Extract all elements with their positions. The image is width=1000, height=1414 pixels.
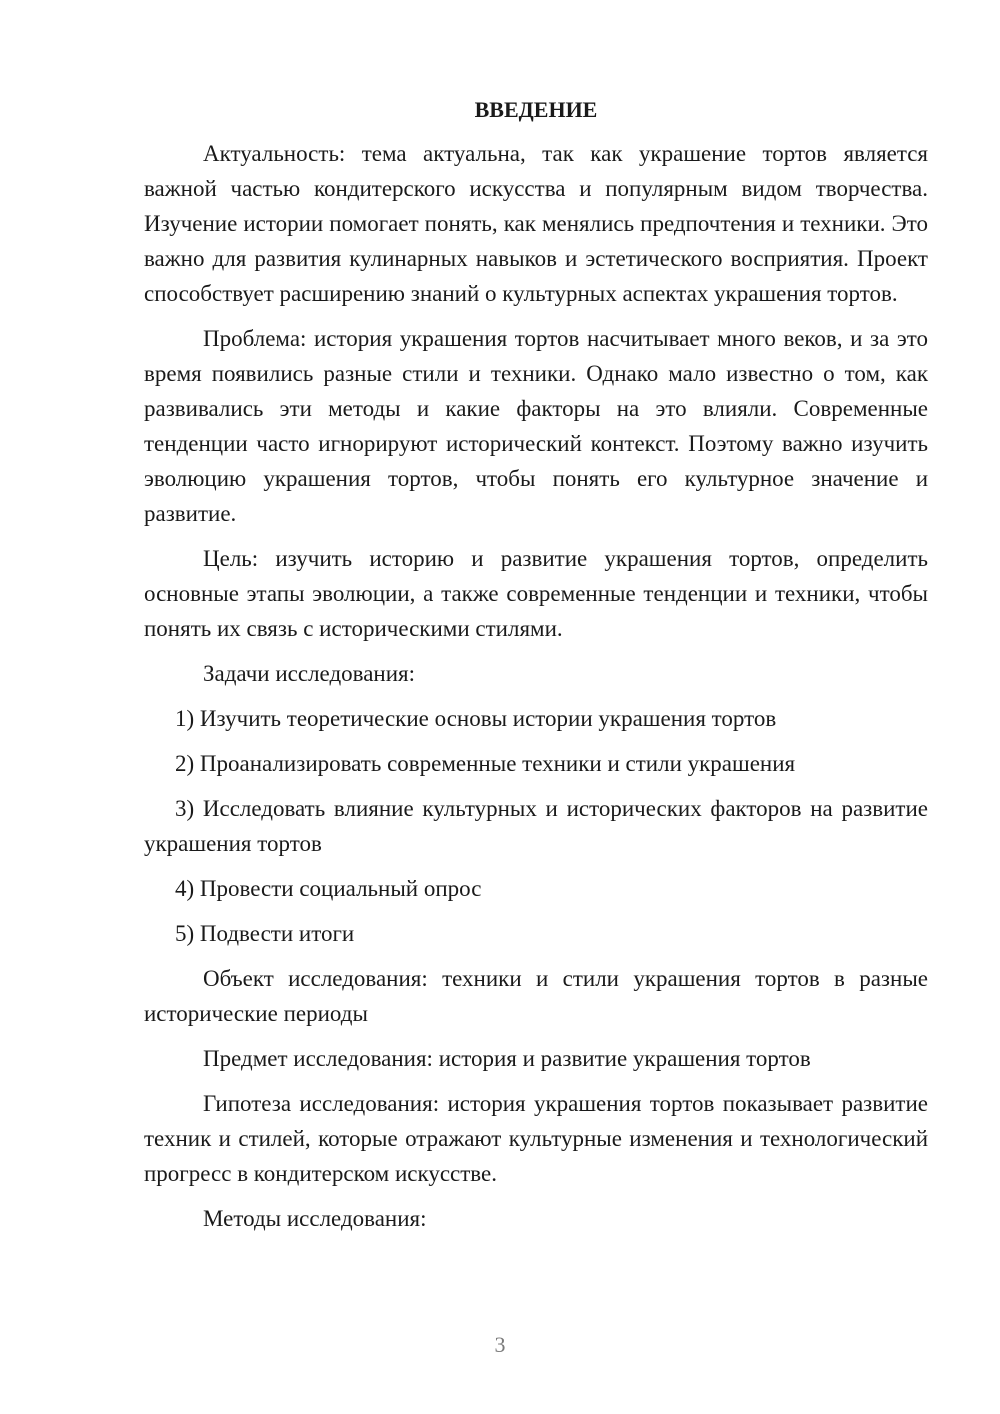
paragraph-hypothesis: Гипотеза исследования: история украшения тортов показывает развитие техник и стилей, которые отражают культурные изменения и технологический прогресс в кондитерском искусстве. (144, 1091, 928, 1186)
paragraph-goal: Цель: изучить историю и развитие украшения тортов, определить основные этапы эволюции, а также современные тенденции и техники, чтобы понять их связь с историческими стилями. (144, 546, 928, 641)
paragraph-object: Объект исследования: техники и стили украшения тортов в разные исторические периоды (144, 966, 928, 1026)
task-item-3: 3) Исследовать влияние культурных и исторических факторов на развитие украшения тортов (144, 796, 928, 856)
page-number: 3 (494, 1332, 506, 1357)
task-item-4: 4) Провести социальный опрос (175, 876, 482, 901)
document-page (144, 92, 928, 1246)
task-item-1: 1) Изучить теоретические основы истории украшения тортов (175, 706, 777, 731)
task-item-5: 5) Подвести итоги (175, 921, 355, 946)
paragraph-methods: Методы исследования: (203, 1206, 427, 1231)
task-item-2: 2) Проанализировать современные техники и стили украшения (175, 751, 796, 776)
paragraph-tasks-heading: Задачи исследования: (203, 661, 416, 686)
paragraph-relevance: Актуальность: тема актуальна, так как украшение тортов является важной частью кондитерского искусства и популярным видом творчества. Изучение истории помогает понять, как менялись предпочтения и техники. Это важно для развития кулинарных навыков и эстетического восприятия. Проект способствует расширению знаний о культурных аспектах украшения тортов. (144, 141, 928, 306)
paragraph-subject: Предмет исследования: история и развитие украшения тортов (203, 1046, 811, 1071)
section-title: ВВЕДЕНИЕ (474, 97, 598, 122)
paragraph-problem: Проблема: история украшения тортов насчитывает много веков, и за это время появились разные стили и техники. Однако мало известно о том, как развивались эти методы и какие факторы на это влияли. Современные тенденции часто игнорируют исторический контекст. Поэтому важно изучить эволюцию украшения тортов, чтобы понять его культурное значение и развитие. (144, 326, 928, 526)
